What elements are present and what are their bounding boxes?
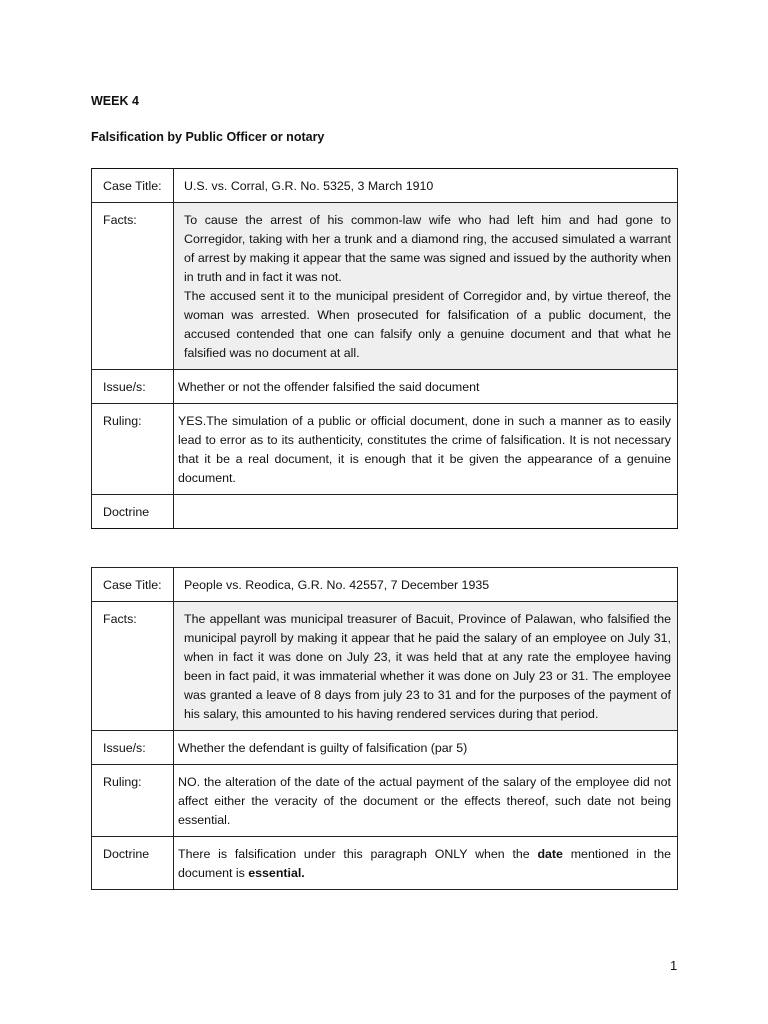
case-title-row	[92, 169, 678, 203]
case-title-value	[174, 169, 678, 203]
week-heading: WEEK 4	[91, 94, 139, 108]
facts-label: Facts:	[92, 203, 174, 370]
issue-value: Whether or not the offender falsified the said document	[174, 370, 678, 404]
ruling-value: NO. the alteration of the date of the actual payment of the salary of the employee did not affect either the veracity of the document or the effects thereof, such date not being essential.	[174, 765, 678, 837]
issue-row	[92, 731, 678, 765]
doctrine-label: Doctrine	[92, 495, 174, 529]
ruling-row	[92, 404, 678, 495]
facts-row	[92, 602, 678, 731]
ruling-label: Ruling:	[92, 404, 174, 495]
case-table-corral	[91, 168, 678, 529]
case-title-label: Case Title:	[92, 568, 174, 602]
doctrine-label: Doctrine	[92, 837, 174, 890]
page-number: 1	[670, 958, 678, 973]
facts-paragraph-1: To cause the arrest of his common-law wife who had left him and had gone to Corregidor, taking with her a trunk and a diamond ring, the accused simulated a warrant of arrest by making it appear that the same was signed and issued by the authority when in truth and in fact it was not.	[184, 213, 671, 284]
topic-heading: Falsification by Public Officer or notary	[91, 130, 325, 144]
issue-label: Issue/s:	[92, 370, 174, 404]
facts-paragraph-1: The appellant was municipal treasurer of Bacuit, Province of Palawan, who falsified the municipal payroll by making it appear that he paid the salary of an employee on July 31, when in fact it was done on July 23, it was held that at any rate the employee having been in fact paid, it was immaterial whether it was done on July 23 or 31. The employee was granted a leave of 8 days from july 23 to 31 and for the purposes of the payment of his salary, this amounted to his having rendered services during that period.	[184, 612, 671, 721]
doctrine-value	[174, 495, 678, 529]
doctrine-value	[174, 837, 678, 890]
ruling-row	[92, 765, 678, 837]
doctrine-text-d: essential.	[248, 866, 305, 880]
facts-value	[174, 203, 678, 370]
doctrine-text-c: mentioned in the document is	[178, 847, 672, 880]
case-title-row	[92, 568, 678, 602]
facts-row	[92, 203, 678, 370]
issue-label: Issue/s:	[92, 731, 174, 765]
doctrine-text-a: There is falsification under this paragraph ONLY when the	[178, 847, 538, 861]
facts-value	[174, 602, 678, 731]
issue-row	[92, 370, 678, 404]
doctrine-row	[92, 495, 678, 529]
case-title-value	[174, 568, 678, 602]
facts-paragraph-2: The accused sent it to the municipal president of Corregidor and, by virtue thereof, the woman was arrested. When prosecuted for falsification of a public document, the accused contended that one can falsify only a genuine document and that what he falsified was no document at all.	[184, 289, 671, 360]
case-title-label: Case Title:	[92, 169, 174, 203]
doctrine-row	[92, 837, 678, 890]
issue-value: Whether the defendant is guilty of falsification (par 5)	[174, 731, 678, 765]
ruling-value: YES.The simulation of a public or official document, done in such a manner as to easily lead to error as to its authenticity, constitutes the crime of falsification. It is not necessary that it be a real document, it is enough that it be given the appearance of a genuine document.	[174, 404, 678, 495]
doctrine-text-b: date	[537, 847, 563, 861]
case-title-text: U.S. vs. Corral, G.R. No. 5325, 3 March 1910	[184, 179, 434, 193]
case-table-reodica	[91, 567, 678, 890]
ruling-label: Ruling:	[92, 765, 174, 837]
case-title-text: People vs. Reodica, G.R. No. 42557, 7 December 1935	[184, 578, 490, 592]
facts-label: Facts:	[92, 602, 174, 731]
